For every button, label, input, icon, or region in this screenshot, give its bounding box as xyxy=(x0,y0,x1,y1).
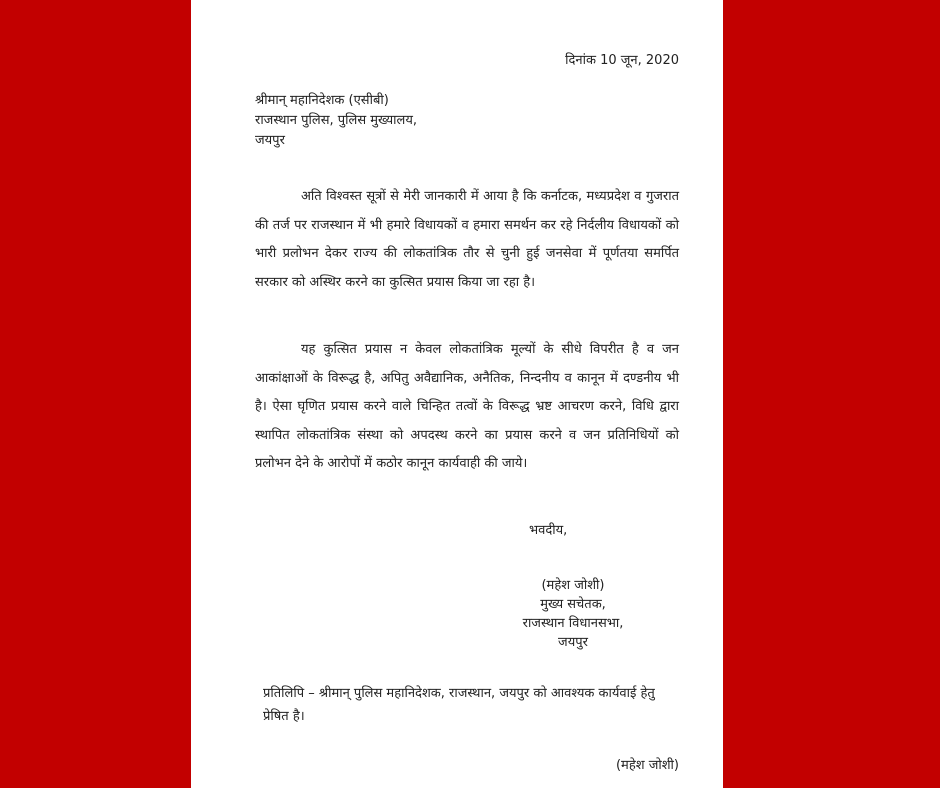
signatory-designation: मुख्य सचेतक, xyxy=(540,597,606,612)
recipient-department: राजस्थान पुलिस, पुलिस मुख्यालय, xyxy=(255,113,418,128)
signatory-office: राजस्थान विधानसभा, xyxy=(522,616,624,631)
recipient-address xyxy=(255,91,417,151)
signatory-name: (महेश जोशी) xyxy=(541,578,605,593)
recipient-city: जयपुर xyxy=(255,133,285,148)
signatory-city: जयपुर xyxy=(558,635,588,650)
letter-page xyxy=(191,0,723,788)
letter-date: दिनांक 10 जून, 2020 xyxy=(565,53,679,68)
recipient-title: श्रीमान् महानिदेशक (एसीबी) xyxy=(255,93,389,108)
signature-block xyxy=(461,576,685,652)
body-paragraph-1: अति विश्वस्त सूत्रों से मेरी जानकारी में आया है कि कर्नाटक, मध्यप्रदेश व गुजरात की तर्ज पर राजस्थान में भी हमारे विधायकों व हमारा समर्थन कर रहे निर्दलीय विधायकों को भारी प्रलोभन देकर राज्य की लोकतांत्रिक तौर से चुनी हुई जनसेवा में पूर्णतया समर्पित सरकार को अस्थिर करने का कुत्सित प्रयास किया जा रहा है। xyxy=(255,189,679,290)
footer-signature: (महेश जोशी) xyxy=(615,758,679,773)
copy-to-note: प्रतिलिपि – श्रीमान् पुलिस महानिदेशक, राजस्थान, जयपुर को आवश्यक कार्यवाई हेतु प्रेषित है। xyxy=(263,686,655,724)
closing-salutation: भवदीय, xyxy=(529,523,568,538)
body-paragraph-2: यह कुत्सित प्रयास न केवल लोकतांत्रिक मूल्यों के सीधे विपरीत है व जन आकांक्षाओं के विरूद्ध है, अपितु अवैद्यानिक, अनैतिक, निन्दनीय व कानून में दण्डनीय भी है। ऐसा घृणित प्रयास करने वाले चिन्हित तत्वों के विरूद्ध भ्रष्ट आचरण करने, विधि द्वारा स्थापित लोकतांत्रिक संस्था को अपदस्थ करने का प्रयास करने व जन प्रतिनिधियों को प्रलोभन देने के आरोपों में कठोर कानून कार्यवाही की जाये। xyxy=(255,342,679,471)
